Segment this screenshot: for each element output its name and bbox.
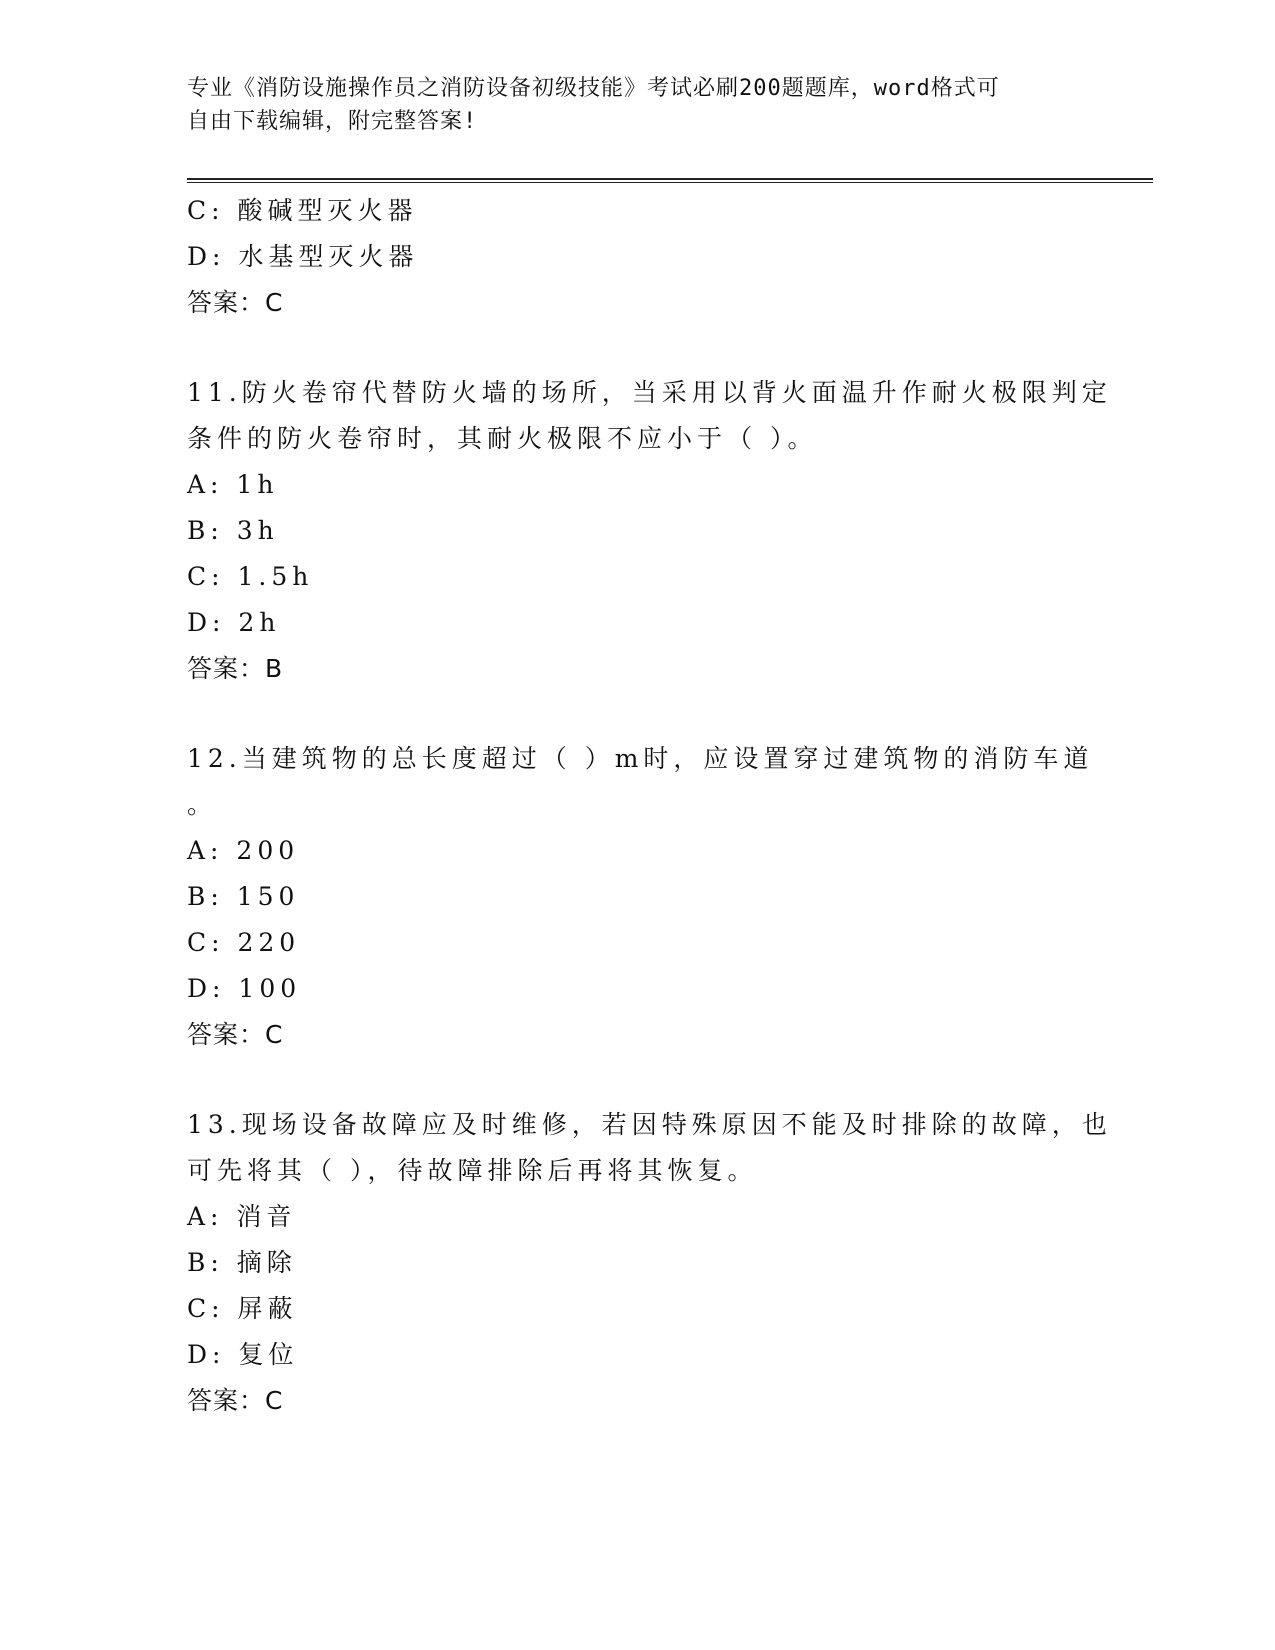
page-header: [187, 72, 1067, 138]
question-stem: 12.当建筑物的总长度超过（ ）m时，应设置穿过建筑物的消防车道: [187, 744, 1094, 773]
option-item: B: 150: [187, 882, 300, 911]
option-item: C: 1.5h: [187, 562, 314, 591]
option-item: D: 2h: [187, 608, 281, 637]
question-stem: 11.防火卷帘代替防火墙的场所，当采用以背火面温升作耐火极限判定: [187, 378, 1112, 407]
option-item: D: 复位: [187, 1340, 299, 1369]
answer-line: 答案：C: [187, 288, 284, 317]
option-item: C: 220: [187, 928, 301, 957]
option-item: C: 屏蔽: [187, 1294, 298, 1323]
answer-line: 答案：C: [187, 1020, 284, 1049]
option-item: A: 200: [187, 836, 300, 865]
question-block-12: [187, 736, 1094, 1058]
header-line-2: 自由下载编辑，附完整答案!: [187, 109, 478, 134]
question-stem: 可先将其（ ），待故障排除后再将其恢复。: [187, 1156, 758, 1185]
option-item: C: 酸碱型灭火器: [187, 196, 418, 225]
header-line-1: 专业《消防设施操作员之消防设备初级技能》考试必刷200题题库，word格式可: [187, 76, 1000, 101]
answer-line: 答案：B: [187, 654, 284, 683]
question-block-13: [187, 1102, 1112, 1424]
page-content: [187, 188, 1112, 1424]
header-divider: [187, 178, 1153, 183]
option-item: D: 水基型灭火器: [187, 242, 419, 271]
option-item: A: 消音: [187, 1202, 297, 1231]
question-block-11: [187, 370, 1112, 692]
question-stem: 13.现场设备故障应及时维修，若因特殊原因不能及时排除的故障，也: [187, 1110, 1112, 1139]
option-item: D: 100: [187, 974, 302, 1003]
answer-line: 答案：C: [187, 1386, 284, 1415]
option-item: B: 摘除: [187, 1248, 297, 1277]
question-stem: 条件的防火卷帘时，其耐火极限不应小于（ ）。: [187, 424, 818, 453]
question-stem: 。: [187, 790, 218, 819]
option-item: A: 1h: [187, 470, 279, 499]
prev-question-block: [187, 188, 1087, 326]
option-item: B: 3h: [187, 516, 279, 545]
